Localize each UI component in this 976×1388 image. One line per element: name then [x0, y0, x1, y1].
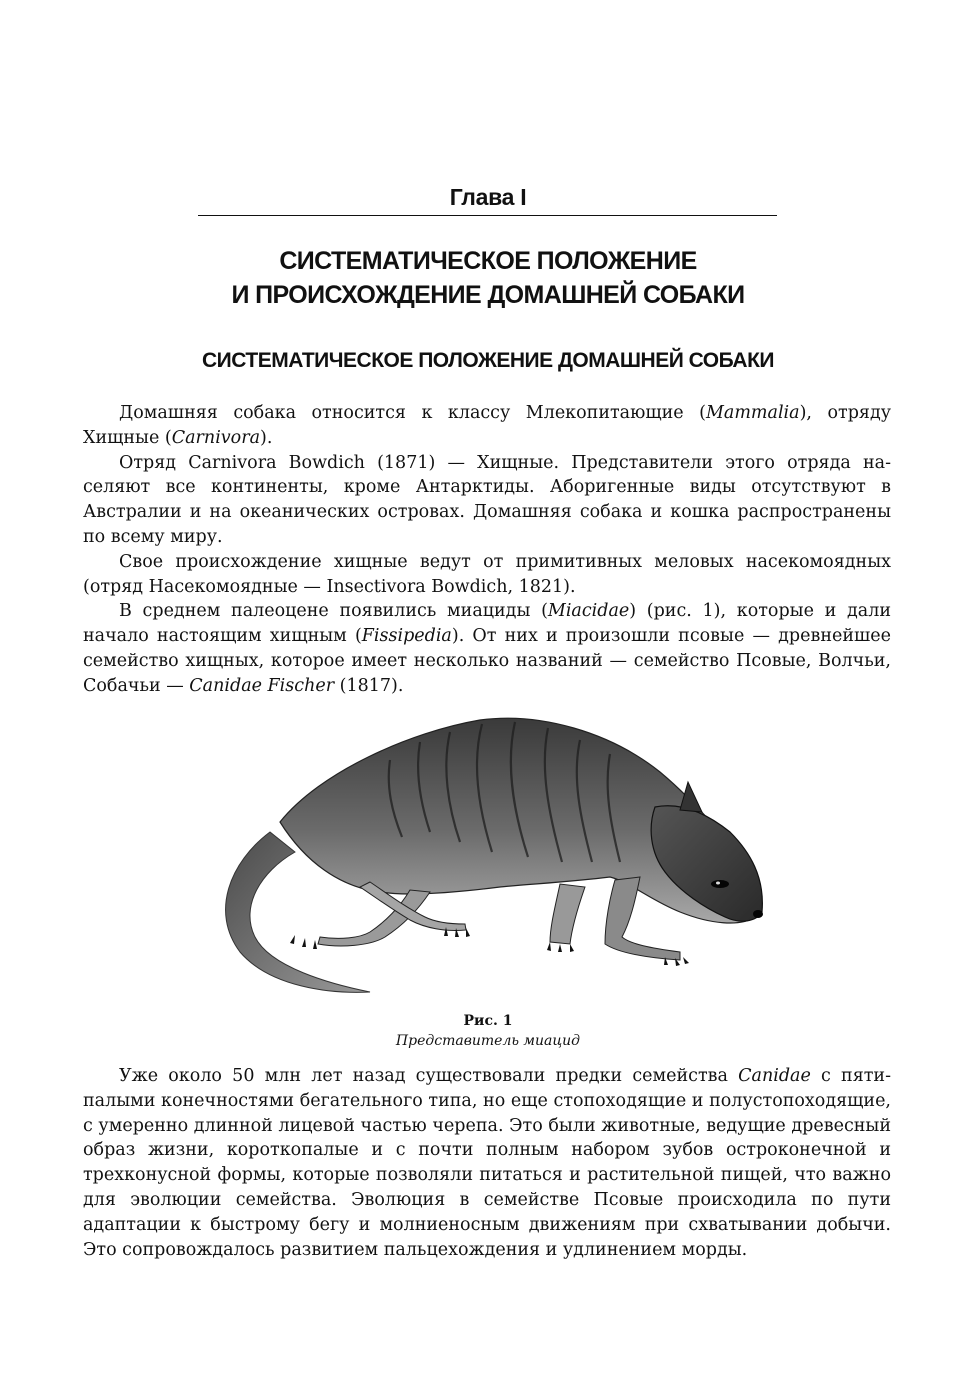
body-text-after-figure [83, 1064, 891, 1262]
paragraph [83, 1064, 891, 1262]
text-run: Уже около 50 млн лет назад существовали предки семейства [119, 1066, 739, 1086]
section-title: СИСТЕМАТИЧЕСКОЕ ПОЛОЖЕНИЕ ДОМАШНЕЙ СОБАКИ [202, 349, 774, 372]
text-run: ). [260, 427, 273, 448]
text-run: Домашняя собака относится к классу Млекопитающие ( [119, 403, 706, 423]
chapter-title [0, 244, 976, 312]
body-text-before-figure [83, 401, 891, 699]
paragraph [83, 451, 891, 550]
chapter-label: Глава I [449, 184, 527, 210]
figure-caption [0, 1011, 976, 1051]
figure-number: Рис. 1 [463, 1013, 513, 1029]
text-run: В среднем палеоцене появились миациды ( [119, 601, 548, 622]
text-run: с пятипалыми конечностями бегательного типа, но еще стопоходящие и полустопоходящие, с умеренно длинной лицевой частью черепа. Это были животные, ведущие древесный образ жизни, короткопалые и с почти полным набором зубов остроконечной и трехконусной формы, которые позволяли питаться и растительной пищей, что важно для эволюции семейства. Эволюция в семействе Псовые происходила по пути адаптации к быстрому бегу и молниеносным движениям при схватывании добычи. Это сопровождалось развитием пальцехождения и удлинением морды. [83, 1066, 891, 1260]
italic-term: Fissipedia [361, 626, 452, 647]
paragraph [83, 401, 891, 451]
chapter-title-line-1: СИСТЕМАТИЧЕСКОЕ ПОЛОЖЕНИЕ [279, 247, 697, 275]
text-run: ). От них и произошли псовые — древнейшее семейство хищных, которое имеет несколько названий — семейство Псовые, Волчьи, Собачьи — [83, 626, 891, 696]
text-run: Отряд Carnivora Bowdich (1871) — Хищные. Представители этого отряда населяют все континенты, кроме Антарктиды. Аборигенные виды отсутствуют в Австралии и на океанических островах. Домашняя собака и кошка распространены по всему миру. [83, 452, 891, 547]
miacid-illustration-icon [210, 712, 770, 1002]
figure-description: Представитель миацид [395, 1033, 581, 1049]
paragraph [83, 550, 891, 600]
italic-term: Canidae [738, 1066, 811, 1086]
italic-term: Mammalia [705, 403, 800, 423]
text-run: ) (рис. 1), которые и дали начало настоящим хищным ( [83, 601, 891, 647]
chapter-title-line-2: И ПРОИСХОЖДЕНИЕ ДОМАШНЕЙ СОБАКИ [231, 281, 745, 309]
italic-term: Miacidae [547, 601, 630, 622]
italic-term: Carnivora [171, 427, 261, 448]
italic-term: Canidae Fischer [189, 675, 335, 696]
paragraph [83, 599, 891, 698]
text-run: Свое происхождение хищные ведут от примитивных меловых насекомоядных (отряд Насекомоядные — Insectivora Bowdich, 1821). [83, 551, 891, 597]
figure-image [210, 712, 770, 1002]
chapter-divider [198, 215, 777, 216]
text-run: ), отряду Хищные ( [83, 403, 892, 448]
text-run: (1817). [334, 675, 404, 696]
